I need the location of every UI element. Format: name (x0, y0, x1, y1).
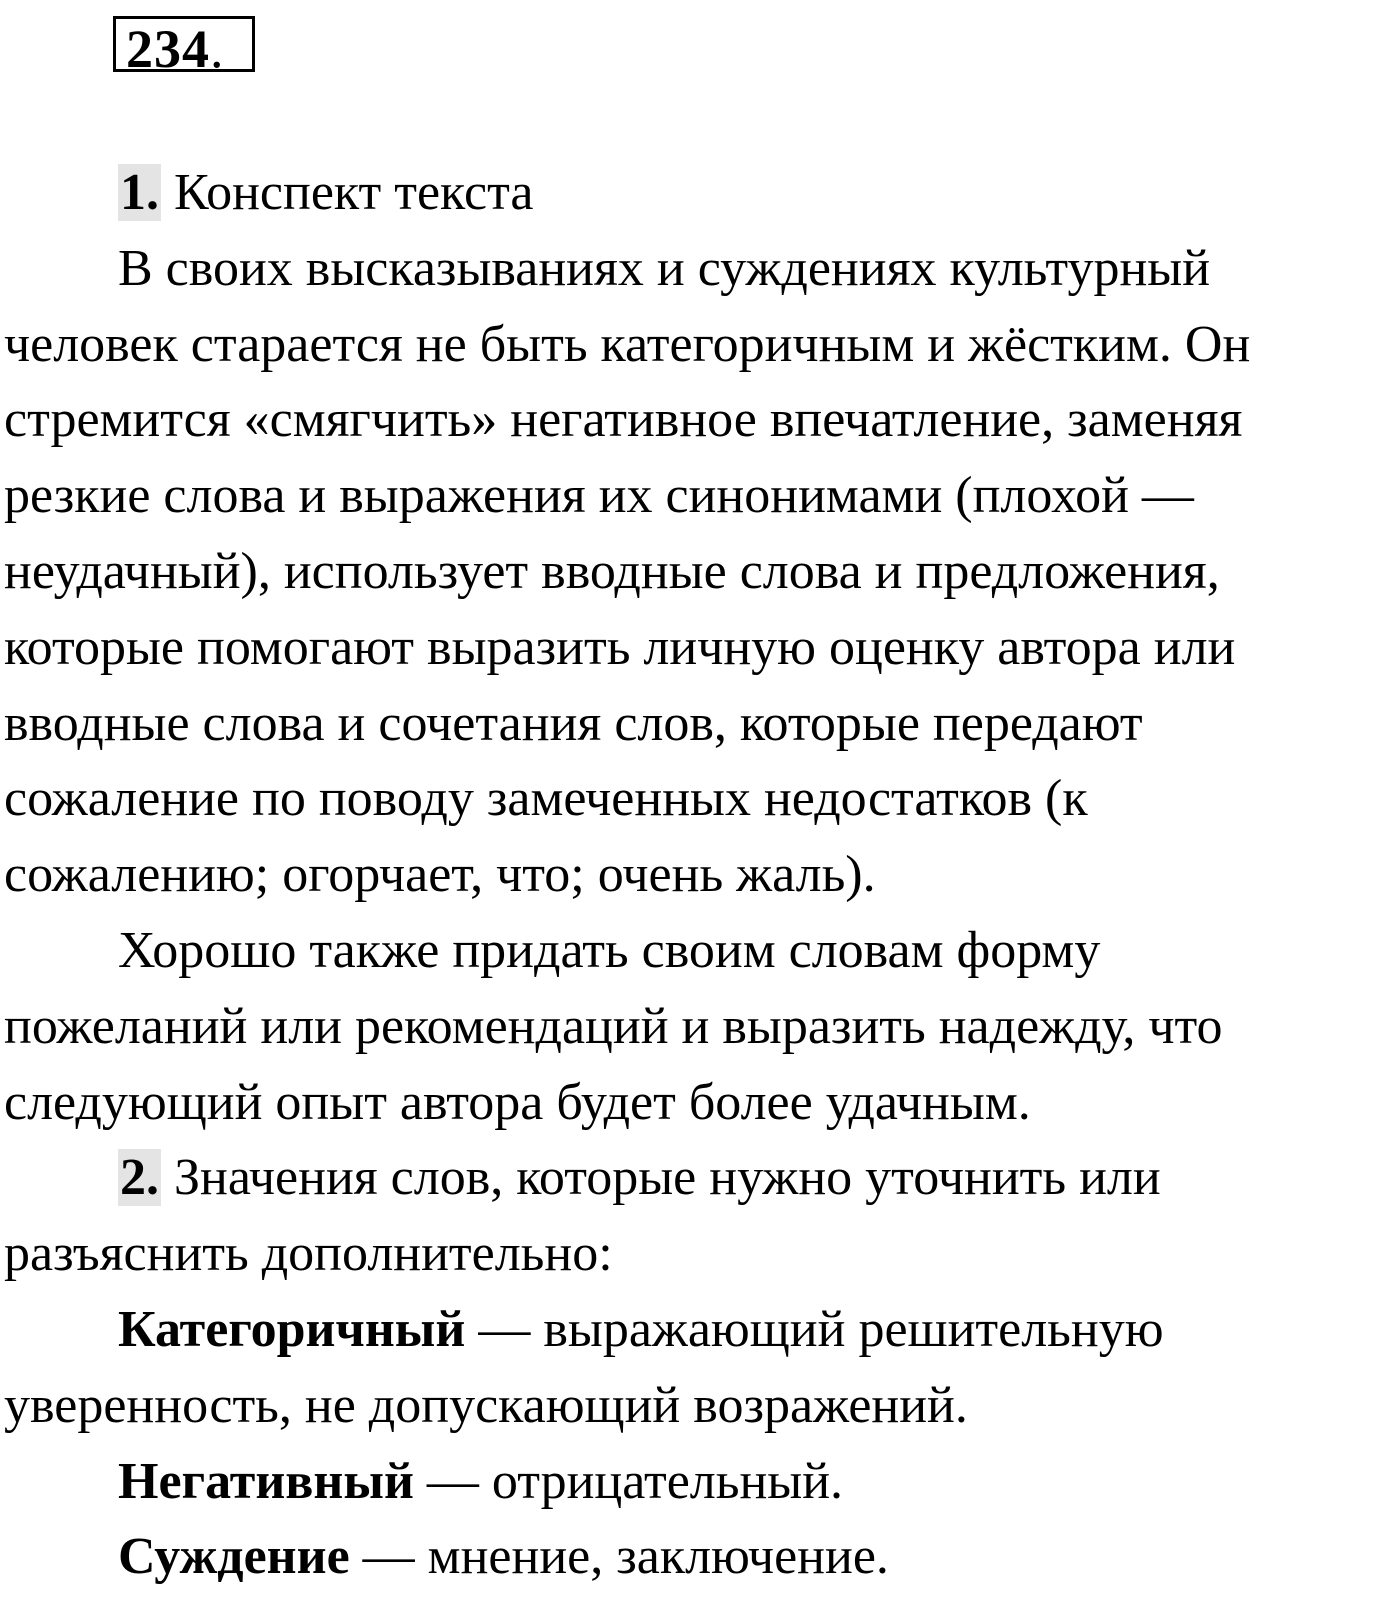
definition-item (4, 1444, 1394, 1520)
definition-text: — выражающий решительную (465, 1300, 1164, 1358)
exercise-number-dot: . (210, 19, 225, 79)
text-line: сожаление по поводу замеченных недостатков (к (4, 770, 1088, 828)
text-line: резкие слова и выражения их синонимами (плохой — (4, 467, 1194, 525)
exercise-number-container (113, 6, 255, 79)
exercise-content (4, 155, 1394, 1595)
text-line: стремится «смягчить» негативное впечатление, заменяя (4, 391, 1243, 449)
definition-text-continued: уверенность, не допускающий возражений. (4, 1376, 968, 1434)
section-2-title-line-2: разъяснить дополнительно: (4, 1225, 613, 1283)
section-2-number: 2. (120, 1149, 159, 1207)
text-line (4, 1519, 1394, 1595)
definition-term: Суждение (118, 1528, 350, 1586)
section-1-title: Конспект текста (161, 164, 534, 221)
section-1-heading (4, 155, 1394, 231)
text-line (4, 1292, 1394, 1368)
text-line: В своих высказываниях и суждениях культурный (118, 239, 1211, 297)
section-1-number: 1. (120, 164, 159, 221)
text-line: неудачный), использует вводные слова и предложения, (4, 542, 1220, 600)
section-2-title-line-1: Значения слов, которые нужно уточнить или (161, 1149, 1161, 1207)
definition-item (4, 1519, 1394, 1595)
text-line: следующий опыт автора будет более удачным. (4, 1073, 1031, 1131)
definition-text: — отрицательный. (413, 1452, 844, 1510)
section-2-heading (4, 1140, 1394, 1292)
text-line: которые помогают выразить личную оценку автора или (4, 618, 1236, 676)
summary-paragraph-2 (4, 913, 1394, 1140)
text-line: пожеланий или рекомендаций и выразить надежду, что (4, 997, 1223, 1055)
definition-term: Негативный (118, 1452, 414, 1510)
exercise-number: 234 (126, 19, 210, 79)
text-line (4, 1444, 1394, 1520)
text-line: Хорошо также придать своим словам форму (118, 921, 1101, 979)
text-line: человек старается не быть категоричным и жёстким. Он (4, 315, 1251, 373)
text-line (4, 1140, 1394, 1216)
definition-item (4, 1292, 1394, 1444)
definition-text: — мнение, заключение. (349, 1528, 889, 1586)
text-line: сожалению; огорчает, что; очень жаль). (4, 846, 876, 904)
text-line: вводные слова и сочетания слов, которые передают (4, 694, 1143, 752)
definition-term: Категоричный (118, 1300, 466, 1358)
summary-paragraph-1 (4, 231, 1394, 913)
exercise-number-box (113, 16, 255, 79)
